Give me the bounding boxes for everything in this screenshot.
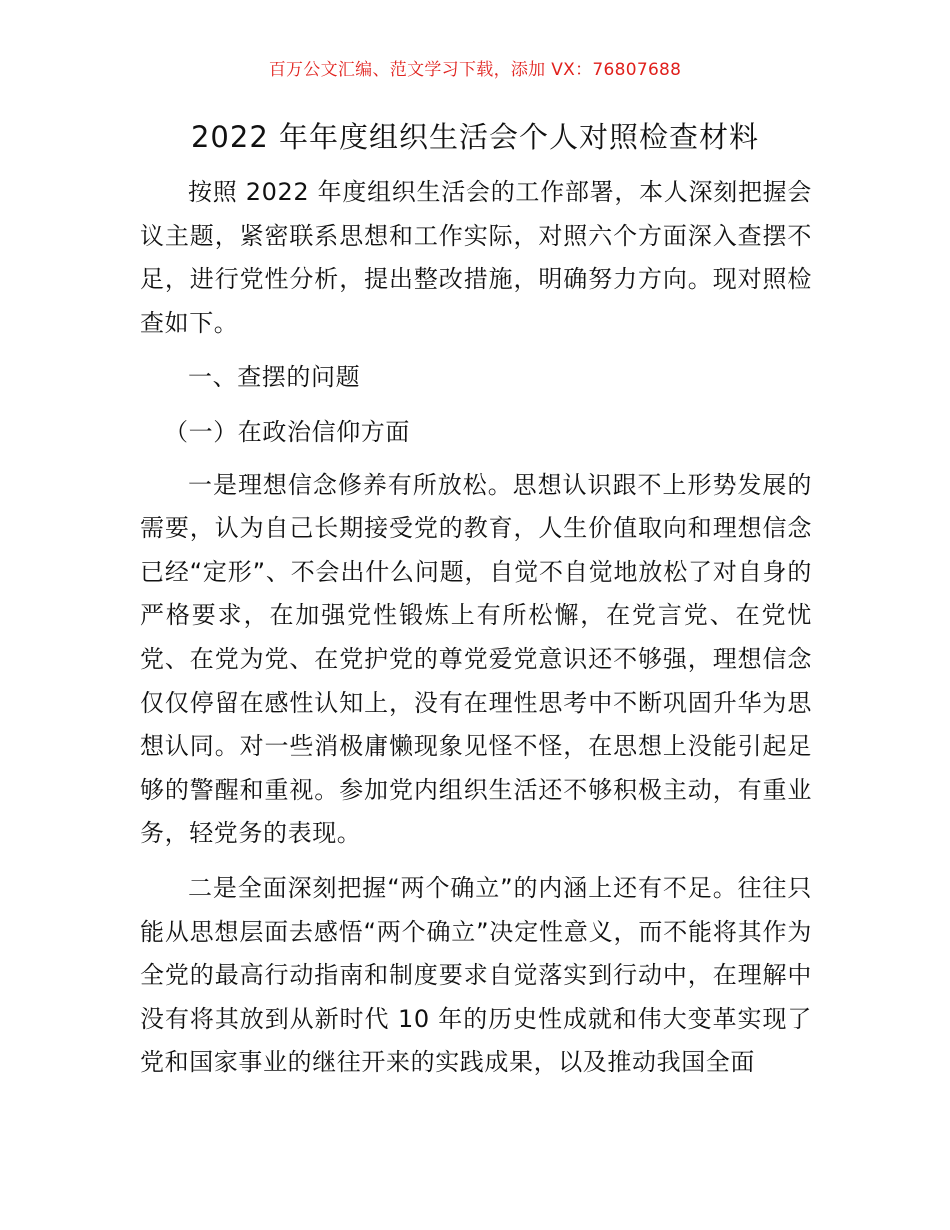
body-paragraph: 一是理想信念修养有所放松。思想认识跟不上形势发展的需要，认为自己长期接受党的教育，人生价值取向和理想信念已经“定形”、不会出什么问题，自觉不自觉地放松了对自身的严格要求，在加强党性锻炼上有所松懈，在党言党、在党忧党、在党为党、在党护党的尊党爱党意识还不够强，理想信念仅仅停留在感性认知上，没有在理性思考中不断巩固升华为思想认同。对一些消极庸懒现象见怪不怪，在思想上没能引起足够的警醒和重视。参加党内组织生活还不够积极主动，有重业务，轻党务的表现。	[140, 470, 812, 848]
body-paragraph: 二是全面深刻把握“两个确立”的内涵上还有不足。往往只能从思想层面去感悟“两个确立”决定性意义，而不能将其作为全党的最高行动指南和制度要求自觉落实到行动中，在理解中没有将其放到从新时代 10 年的历史性成就和伟大变革实现了党和国家事业的继往开来的实践成果，以及推动我国全面	[140, 873, 812, 1077]
section-heading: 一、查摆的问题	[188, 363, 361, 392]
subsection-heading: （一）在政治信仰方面	[164, 417, 410, 446]
document-title: 2022 年年度组织生活会个人对照检查材料	[190, 120, 760, 154]
intro-paragraph: 按照 2022 年度组织生活会的工作部署，本人深刻把握会议主题，紧密联系思想和工作实际，对照六个方面深入查摆不足，进行党性分析，提出整改措施，明确努力方向。现对照检查如下。	[140, 178, 812, 337]
document-body	[140, 171, 812, 1085]
promo-header: 百万公文汇编、范文学习下载，添加 VX：76807688	[268, 60, 682, 80]
